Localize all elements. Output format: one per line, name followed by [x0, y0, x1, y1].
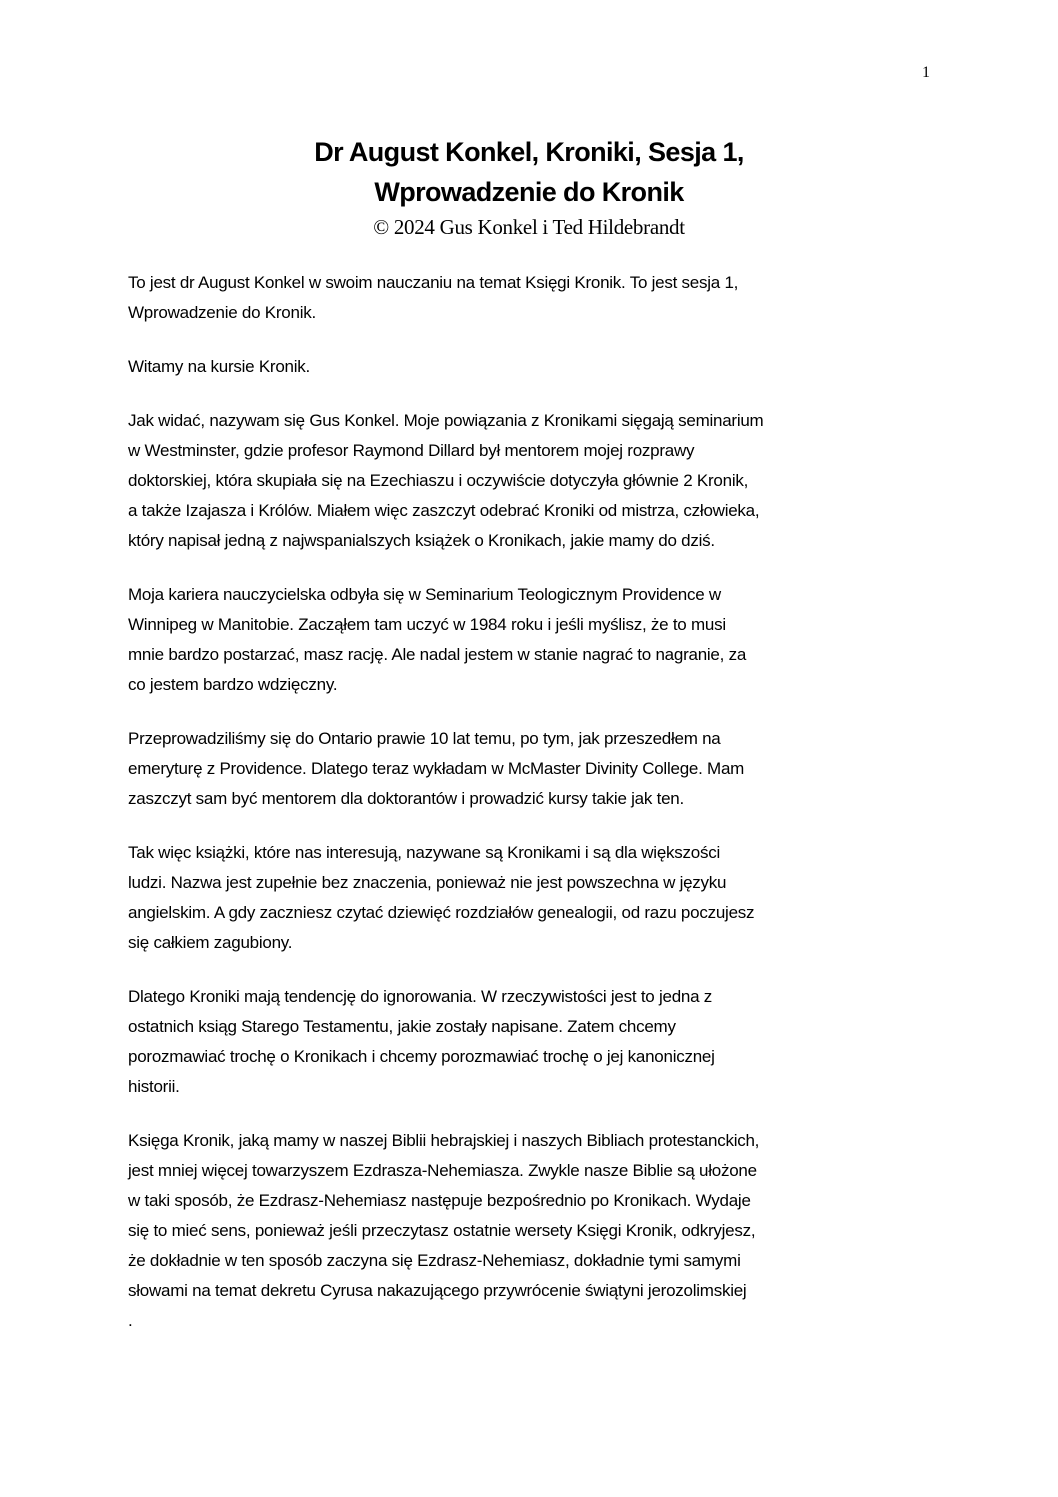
document-body — [128, 268, 958, 1360]
text-line: ludzi. Nazwa jest zupełnie bez znaczenia, ponieważ nie jest powszechna w języku — [128, 873, 727, 892]
text-line: słowami na temat dekretu Cyrusa nakazującego przywrócenie świątyni jerozolimskiej — [128, 1281, 747, 1300]
text-line: że dokładnie w ten sposób zaczyna się Ezdrasz-Nehemiasz, dokładnie tymi samymi — [128, 1251, 741, 1270]
text-line: który napisał jedną z najwspanialszych książek o Kronikach, jakie mamy do dziś. — [128, 531, 715, 550]
paragraph — [128, 724, 958, 814]
paragraph — [128, 406, 958, 556]
text-line: jest mniej więcej towarzyszem Ezdrasza-Nehemiasza. Zwykle nasze Biblie są ułożone — [128, 1161, 757, 1180]
text-line: historii. — [128, 1077, 180, 1096]
text-line: Przeprowadziliśmy się do Ontario prawie 10 lat temu, po tym, jak przeszedłem na — [128, 729, 721, 748]
text-line: doktorskiej, która skupiała się na Ezechiaszu i oczywiście dotyczyła głównie 2 Kronik, — [128, 471, 749, 490]
paragraph — [128, 268, 958, 328]
text-line: Księga Kronik, jaką mamy w naszej Biblii hebrajskiej i naszych Bibliach protestanckich, — [128, 1131, 760, 1150]
text-line: Winnipeg w Manitobie. Zacząłem tam uczyć w 1984 roku i jeśli myślisz, że to musi — [128, 615, 726, 634]
text-line: To jest dr August Konkel w swoim nauczaniu na temat Księgi Kronik. To jest sesja 1, — [128, 273, 739, 292]
copyright-notice: © 2024 Gus Konkel i Ted Hildebrandt — [373, 215, 685, 239]
text-line: w Westminster, gdzie profesor Raymond Dillard był mentorem mojej rozprawy — [128, 441, 695, 460]
text-line: Witamy na kursie Kronik. — [128, 357, 310, 376]
paragraph — [128, 1126, 958, 1336]
text-line: ostatnich ksiąg Starego Testamentu, jakie zostały napisane. Zatem chcemy — [128, 1017, 676, 1036]
title-line-2: Wprowadzenie do Kronik — [374, 177, 684, 207]
text-line: porozmawiać trochę o Kronikach i chcemy porozmawiać trochę o jej kanonicznej — [128, 1047, 715, 1066]
text-line: a także Izajasza i Królów. Miałem więc zaszczyt odebrać Kroniki od mistrza, człowieka, — [128, 501, 760, 520]
title-line-1: Dr August Konkel, Kroniki, Sesja 1, — [314, 137, 744, 167]
text-line: w taki sposób, że Ezdrasz-Nehemiasz następuje bezpośrednio po Kronikach. Wydaje — [128, 1191, 751, 1210]
text-line: emeryturę z Providence. Dlatego teraz wykładam w McMaster Divinity College. Mam — [128, 759, 745, 778]
text-line: co jestem bardzo wdzięczny. — [128, 675, 338, 694]
paragraph — [128, 580, 958, 700]
text-line: Tak więc książki, które nas interesują, nazywane są Kronikami i są dla większości — [128, 843, 720, 862]
document-title — [0, 132, 1058, 212]
page-number: 1 — [922, 64, 930, 81]
text-line: mnie bardzo postarzać, masz rację. Ale nadal jestem w stanie nagrać to nagranie, za — [128, 645, 747, 664]
text-line: Dlatego Kroniki mają tendencję do ignorowania. W rzeczywistości jest to jedna z — [128, 987, 713, 1006]
text-line: zaszczyt sam być mentorem dla doktorantów i prowadzić kursy takie jak ten. — [128, 789, 684, 808]
paragraph — [128, 352, 958, 382]
paragraph — [128, 838, 958, 958]
text-line: angielskim. A gdy zaczniesz czytać dziewięć rozdziałów genealogii, od razu poczujesz — [128, 903, 755, 922]
text-line: się całkiem zagubiony. — [128, 933, 293, 952]
text-line: się to mieć sens, ponieważ jeśli przeczytasz ostatnie wersety Księgi Kronik, odkryjesz, — [128, 1221, 756, 1240]
text-line: Wprowadzenie do Kronik. — [128, 303, 316, 322]
text-line: Jak widać, nazywam się Gus Konkel. Moje powiązania z Kronikami sięgają seminarium — [128, 411, 764, 430]
text-line: Moja kariera nauczycielska odbyła się w Seminarium Teologicznym Providence w — [128, 585, 721, 604]
paragraph — [128, 982, 958, 1102]
text-line: . — [128, 1311, 133, 1330]
